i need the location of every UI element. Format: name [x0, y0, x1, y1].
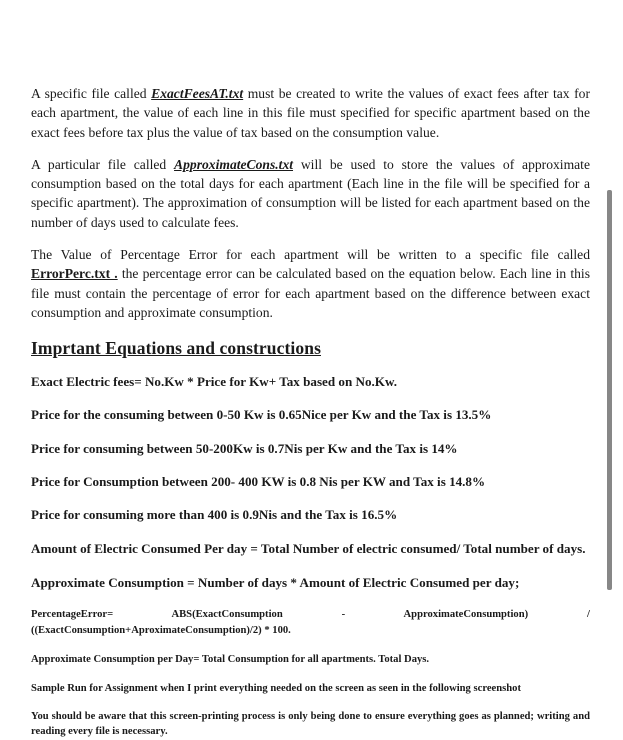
- equation-price-tier-50-200: Price for consuming between 50-200Kw is 0.7Nis per Kw and the Tax is 14%: [31, 440, 458, 456]
- paragraph-text-after: the percentage error can be calculated based on the equation below. Each line in this file must contain the percentage of error for each apartment based on the difference between exact consumption and approximate consumption.: [31, 266, 590, 320]
- paragraph-text-before: A particular file called: [31, 156, 175, 172]
- equation-price-tier-0-50: Price for the consuming between 0-50 Kw is 0.65Nice per Kw and the Tax is 13.5%: [31, 407, 492, 423]
- equation-amount-consumed-per-day: Amount of Electric Consumed Per day = Total Number of electric consumed/ Total number of days.: [31, 540, 586, 556]
- paragraph-text-after: will be used to store the values of approximate consumption based on the total days for each apartment (Each line in the file will be specified for a specific apartment). The approximation of consumption will be listed for each apartment based on the number of days used to calculate fees.: [31, 156, 590, 230]
- section-heading-important-equations: Imprtant Equations and constructions: [31, 338, 321, 359]
- paragraph-text-before: The Value of Percentage Error for each apartment will be written to a specific file called: [31, 247, 590, 263]
- note-screen-printing: You should be aware that this screen-printing process is only being done to ensure everything goes as planned; writing and reading every file is necessary.: [31, 710, 590, 738]
- scrollbar-thumb[interactable]: [607, 190, 612, 590]
- paragraph-exact-fees: [31, 84, 590, 142]
- equation-approximate-consumption: Approximate Consumption = Number of days * Amount of Electric Consumed per day;: [31, 575, 520, 591]
- paragraph-approximate-cons: [31, 155, 590, 232]
- paragraph-text-before: A specific file called: [31, 86, 152, 101]
- vertical-scrollbar[interactable]: [606, 0, 615, 700]
- paragraph-error-perc: [31, 245, 590, 322]
- percentage-error-line-1: PercentageError= ABS(ExactConsumption - ApproximateConsumption) /: [31, 609, 590, 621]
- note-sample-run: Sample Run for Assignment when I print everything needed on the screen as seen in the following screenshot: [31, 682, 521, 694]
- note-approximate-consumption-per-day: Approximate Consumption per Day= Total Consumption for all apartments. Total Days.: [31, 654, 430, 666]
- filename-errorperc: ErrorPerc.txt .: [31, 266, 118, 282]
- percentage-error-line-2: ((ExactConsumption+AproximateConsumption)/2) * 100.: [31, 625, 291, 637]
- paragraph-text-after: must be created to write the values of exact fees after tax for each apartment, the value of each line in this file must specified for specific apartment based on the exact fees before tax plus the value of tax based on the consumption value.: [31, 86, 590, 140]
- equation-price-tier-200-400: Price for Consumption between 200- 400 KW is 0.8 Nis per KW and Tax is 14.8%: [31, 474, 486, 490]
- filename-exactfeesat: ExactFeesAT.txt: [151, 86, 244, 101]
- equation-price-tier-above-400: Price for consuming more than 400 is 0.9Nis and the Tax is 16.5%: [31, 507, 398, 523]
- equation-exact-electric-fees: Exact Electric fees= No.Kw * Price for Kw+ Tax based on No.Kw.: [31, 374, 397, 390]
- equation-percentage-error: [31, 607, 590, 639]
- filename-approximatecons: ApproximateCons.txt: [174, 156, 294, 172]
